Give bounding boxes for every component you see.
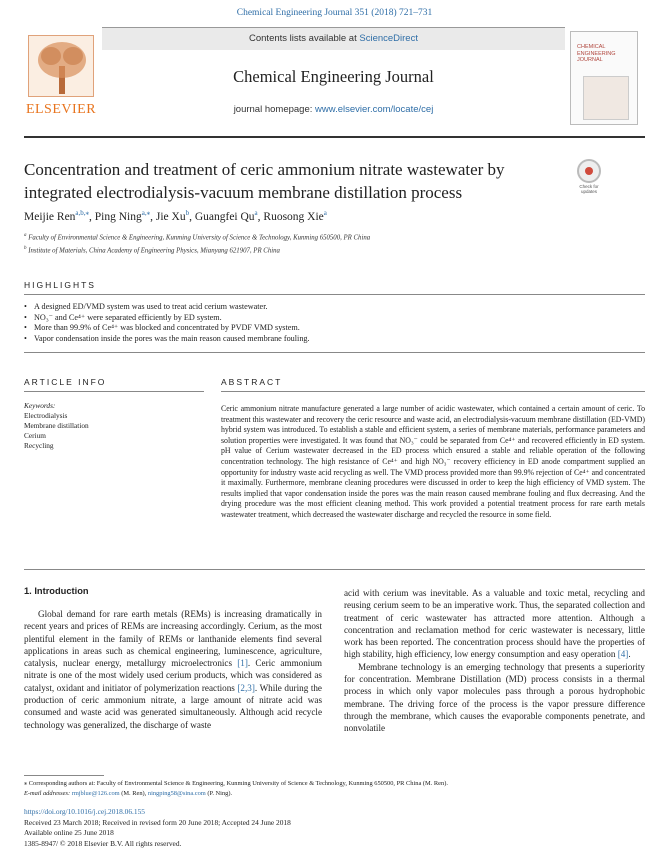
affiliation-b: $^b$ Institute of Materials, China Academy of Engineering Physics, Mianyang 621907, PR China bbox=[24, 245, 280, 255]
author-affiliation-mark: b bbox=[185, 209, 190, 217]
highlight-item: • A designed ED/VMD system was used to treat acid cerium wastewater. bbox=[24, 302, 310, 313]
check-updates-label: Check for updates bbox=[579, 184, 599, 194]
sciencedirect-link[interactable]: ScienceDirect bbox=[359, 33, 418, 44]
keyword: Recycling bbox=[24, 441, 54, 450]
header-divider bbox=[24, 136, 645, 138]
paragraph: acid with cerium was inevitable. As a valuable and toxic metal, recycling and reusing cerium seem to be an imperative work. Thus, the separated collection and treatment of ceric wastewater has attracted more attention. Although a concentration and reclamation method for ceric wastewater is necessary, little work has been reported. The concentration process should have the properties of high stability, high efficiency, low energy consumption and easy operation [4]. bbox=[344, 588, 645, 660]
author-name[interactable]: Meijie Ren bbox=[24, 210, 76, 223]
journal-homepage bbox=[102, 104, 565, 115]
homepage-prefix: journal homepage: bbox=[233, 104, 316, 115]
article-info-rule bbox=[24, 391, 204, 392]
publication-info bbox=[24, 807, 291, 849]
highlight-item: • NO₃⁻ and Ce⁴⁺ were separated efficiently by ED system. bbox=[24, 313, 310, 324]
email-link[interactable]: ningping58@sina.com bbox=[147, 790, 206, 798]
affiliations bbox=[24, 231, 370, 257]
author-name[interactable]: Jie Xu bbox=[155, 210, 186, 223]
paragraph: Global demand for rare earth metals (REMs) is increasing dramatically in recent years and prices of REMs are increasing accordingly. Cerium, as the most plentiful element in the family of REMs or lanthanide elements find several applications in areas such as chemical engineering, luminescence, agriculture, catalysis, nuclear energy, metallurgy microelectronics [1]. Ceric ammonium nitrate is one of the most widely used cerium products, which was considered as catalyst, oxidant and initiator of polymerization reactions [2,3]. While during the production of ceric ammonium nitrate, a large amount of nitrate acid was consumed and waste acid was generated simultaneously. Although acid recycle technology was generalized, the discharge of waste bbox=[24, 609, 322, 730]
email-addresses: E-mail addresses: rmjblue@126.com (M. Ren), ningping58@sina.com (P. Ning). bbox=[24, 790, 233, 798]
author-name[interactable]: Ping Ning bbox=[94, 210, 142, 223]
keyword: Membrane distillation bbox=[24, 421, 89, 430]
email-link[interactable]: rmjblue@126.com bbox=[71, 790, 120, 798]
cover-title: CHEMICAL ENGINEERING JOURNAL bbox=[577, 44, 616, 63]
abstract-heading: ABSTRACT bbox=[221, 377, 283, 387]
abstract-bottom-rule bbox=[24, 569, 645, 570]
citation-link[interactable]: [1] bbox=[237, 658, 248, 669]
highlight-item: • More than 99.9% of Ce⁴⁺ was blocked and concentrated by PVDF VMD system. bbox=[24, 323, 310, 334]
highlights-heading: HIGHLIGHTS bbox=[24, 280, 96, 290]
author-affiliation-mark: a bbox=[323, 209, 327, 217]
homepage-link[interactable]: www.elsevier.com/locate/cej bbox=[315, 104, 434, 115]
introduction-heading: 1. Introduction bbox=[24, 586, 89, 596]
keyword: Electrodialysis bbox=[24, 411, 68, 420]
check-updates-icon bbox=[577, 159, 601, 183]
paragraph: Membrane technology is an emerging technology that presents a superiority for concentration. Membrane Distillation (MD) process consists in a thermal process in which only vapor molecules pass through a porous hydrophobic membrane. The driving force of the process is the vapor pressure difference through the membrane, which causes the evaporable components penetrate, and nonvolatile bbox=[344, 661, 645, 734]
journal-banner bbox=[102, 27, 565, 127]
available-online: Available online 25 June 2018 bbox=[24, 828, 114, 837]
keyword: Cerium bbox=[24, 431, 46, 440]
article-info-heading: ARTICLE INFO bbox=[24, 377, 107, 387]
affiliation-a: $^a$ Faculty of Environmental Science & Engineering, Kunming University of Science & Technology, Kunming 650500, PR China bbox=[24, 233, 371, 242]
highlights-bottom-rule bbox=[24, 352, 645, 353]
keywords-label: Keywords: bbox=[24, 401, 56, 410]
doi-link[interactable]: https://doi.org/10.1016/j.cej.2018.06.155 bbox=[24, 807, 145, 816]
journal-title: Chemical Engineering Journal bbox=[233, 67, 434, 86]
highlights-list bbox=[24, 302, 310, 344]
author-list: Meijie Ren$^{a,b,⁎}$, Ping Ning$^{a,⁎}$, Jie Xu$^b$, Guangfei Qu$^a$, Ruosong Xie$^a$ bbox=[24, 209, 327, 223]
citation-link[interactable]: [2,3] bbox=[237, 682, 255, 693]
footnote-rule bbox=[24, 775, 104, 776]
author-name[interactable]: Ruosong Xie bbox=[263, 210, 324, 223]
footnote bbox=[24, 779, 645, 800]
check-for-updates-badge[interactable] bbox=[574, 159, 604, 197]
journal-cover-thumbnail[interactable] bbox=[570, 31, 638, 125]
journal-citation-link[interactable]: Chemical Engineering Journal 351 (2018) 721–731 bbox=[236, 8, 433, 18]
abstract-rule bbox=[221, 391, 645, 392]
elsevier-wordmark: ELSEVIER bbox=[25, 102, 97, 117]
highlight-item: • Vapor condensation inside the pores was the main reason caused membrane fouling. bbox=[24, 334, 310, 345]
contents-prefix: Contents lists available at bbox=[249, 33, 360, 44]
cover-image bbox=[583, 76, 629, 120]
abstract-text: Ceric ammonium nitrate manufacture generated a large number of acidic wastewater, which contained a certain amount of ceric. To treatment this wastewater and recovery the ceric resource and waste acid, an electrodialysis-vacuum membrane distillation (ED-VMD) hybrid system was introduced. To establish a stable and efficient system, a series of membrane materials, performance parameters and solution properties were investigated. It was found that NO₃⁻ could be separated from Ce⁴⁺ and recovered efficiently in ED system. pH value of Cerium wastewater decreased in the ED process which ensured a stable and reliable operation of the following concentration technology. The high resistance of Ce⁴⁺ and high NO₃⁻ recovery efficiency in ED anode compartment supplied an opportunity for industry waste acid recycling as well. The VMD process provided more than 99.9% rejection of Ce⁴⁺ and concentrated it maximally. Furthermore, membrane cleaning procedures were discussed in order to keep the high efficiency of VMD system. The results implied that vapor condensation inside the pores was the main reason caused membrane fouling and flux decreasing. And the drying procedure was the most efficient cleaning method. This work provided a potential treatment process for rare earth metals wastewater treatment, which decreased the wastewater discharge and recycled the resource in some field. bbox=[221, 404, 645, 519]
corresponding-author-note: ⁎ Corresponding authors at: Faculty of Environmental Science & Engineering, Kunming University of Science & Technology, Kunming 650500, PR China (M. Ren). bbox=[24, 780, 448, 787]
highlights-top-rule bbox=[24, 294, 645, 295]
body-column-left bbox=[24, 608, 322, 731]
copyright: 1385-8947/ © 2018 Elsevier B.V. All rights reserved. bbox=[24, 838, 182, 848]
contents-bar bbox=[102, 28, 565, 50]
citation-link[interactable]: [4] bbox=[617, 649, 629, 660]
elsevier-tree-icon bbox=[28, 35, 94, 97]
article-title: Concentration and treatment of ceric ammonium nitrate wastewater by integrated electrodialysis-vacuum membrane distillation process bbox=[24, 160, 505, 202]
author-affiliation-mark: a,⁎ bbox=[141, 209, 151, 217]
masthead bbox=[24, 27, 645, 129]
received-dates: Received 23 March 2018; Received in revised form 20 June 2018; Accepted 24 June 2018 bbox=[24, 817, 291, 827]
author-name[interactable]: Guangfei Qu bbox=[194, 210, 255, 223]
author-affiliation-mark: a bbox=[254, 209, 258, 217]
elsevier-logo[interactable] bbox=[24, 31, 98, 129]
keywords-block bbox=[24, 401, 89, 451]
body-column-right bbox=[344, 587, 645, 735]
author-affiliation-mark: a,b,⁎ bbox=[75, 209, 90, 217]
